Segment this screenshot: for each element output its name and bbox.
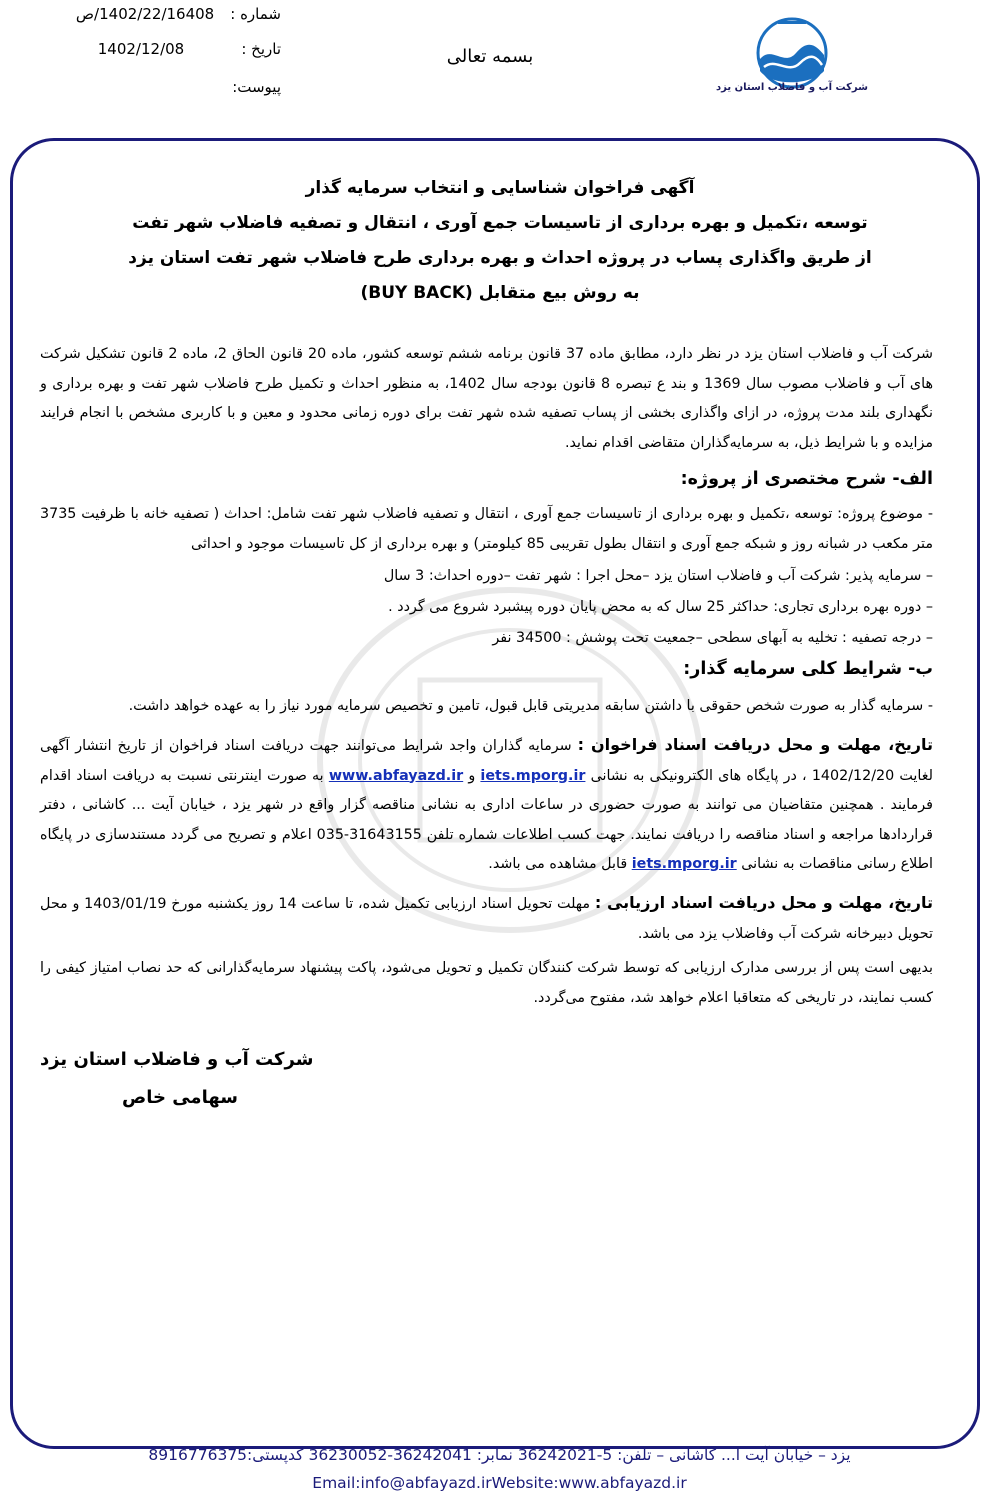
abfa-link[interactable]: www.abfayazd.ir (328, 767, 464, 784)
notice-title-line-4: به روش بیع متقابل (BUY BACK) (360, 283, 640, 303)
notice-title-line-3: از طریق واگذاری پساب در پروژه احداث و بهره برداری طرح فاضلاب شهر تفت استان یزد (128, 248, 872, 268)
docs-paragraph (40, 730, 933, 880)
signature-company: شرکت آب و فاضلاب استان یزد (40, 1049, 314, 1070)
section-b-text: - سرمایه گذار به صورت شخص حقوقی با داشتن سابقه مدیریتی قابل قبول، تامین و تخصیص سرمایه مورد نیاز را به عهده خواهد داشت. (128, 698, 933, 714)
docs-text-1: سرمایه گذاران واجد شرایط می‌توانند جهت دریافت اسناد فراخوان از تاریخ انتشار آگهی لغایت 1402/12/20 ، در پایگاه های الکترونیکی به نشانی (40, 738, 934, 784)
section-a-investee: – سرمایه پذیر: شرکت آب و فاضلاب استان یزد –محل اجرا : شهر تفت –دوره احداث: 3 سال (383, 568, 933, 584)
section-a-period: – دوره بهره برداری تجاری: حداکثر 25 سال که به محض پایان دوره پیشبرد شروع می گردد . (388, 599, 933, 615)
eval-heading: تاریخ، مهلت و محل دریافت اسناد ارزیابی : (594, 893, 934, 912)
section-a-treatment: – درجه تصفیه : تخلیه به آبهای سطحی –جمعیت تحت پوشش : 34500 نفر (492, 630, 933, 646)
letter-number (76, 5, 281, 23)
letter-date (98, 40, 281, 58)
intro-paragraph: شرکت آب و فاضلاب استان یزد در نظر دارد، مطابق ماده 37 قانون برنامه ششم توسعه کشور، ماده 20 قانون الحاق 2، ماده 2 قانون تشکیل شرکت های آب و فاضلاب مصوب سال 1369 و بند ع تبصره 8 قانون بودجه سال 1402، به منظور احداث و تکمیل طرح فاضلاب شهر تفت و بهره برداری و نگهداری بلند مدت پروژه، در ازای واگذاری بخشی از پساب تصفیه شده شهر تفت برای دوره زمانی محدود و معین و با کاربری مشخص با انجام فرایند مزایده و با شرایط ذیل، به سرمایه‌گذاران متقاضی اقدام نماید. (40, 346, 933, 451)
letter-attachment-label: پیوست: (232, 78, 281, 96)
footer-contact: Email:info@abfayazd.irWebsite:www.abfayazd.ir (312, 1474, 687, 1492)
section-b-title: ب- شرایط کلی سرمایه گذار: (683, 659, 933, 679)
letter-attachment (233, 78, 281, 96)
bismillah: بسمه تعالی (446, 46, 534, 67)
logo-caption: شرکت آب و فاضلاب استان یزد (716, 82, 868, 93)
letter-date-value: 1402/12/08 (97, 40, 185, 58)
and-word: و (463, 767, 481, 784)
notice-title-line-2: توسعه ،تکمیل و بهره برداری از تاسیسات جمع آوری ، انتقال و تصفیه فاضلاب شهر تفت (132, 213, 868, 233)
eval-paragraph (40, 888, 933, 949)
iets-link[interactable]: iets.mporg.ir (480, 767, 586, 784)
letter-number-value: 1402/22/16408/ص (75, 5, 215, 23)
footer-address: یزد – خیابان آیت ا... کاشانی – تلفن: 5-36242021 نمابر: 36242041-36230052 کدپستی:8916776375 (148, 1446, 851, 1464)
notice-title-line-1: آگهی فراخوان شناسایی و انتخاب سرمایه گذار (305, 178, 695, 198)
docs-text-2: به صورت اینترنتی نسبت به دریافت اسناد اقدام فرمایند . همچنین متقاضیان می توانند به صورت حضوری در ساعات اداری به نشانی مناقصه گزار واقع در شهر یزد ، خیابان آیت ... کاشانی ، دفتر قراردادها مراجعه و اسناد مناقصه را دریافت نمایند. جهت کسب اطلاعات شماره تلفن 31643155-035 اعلام و تصریح می گردد مستندسازی در پایگاه اطلاع رسانی مناقصات به نشانی (40, 767, 933, 872)
section-a-subject: - موضوع پروژه: توسعه ،تکمیل و بهره برداری از تاسیسات جمع آوری ، انتقال و تصفیه فاضلاب شهر تفت شامل: احداث ( تصفیه خانه با ظرفیت 3735 متر مکعب در شبانه روز و شبکه جمع آوری و انتقال بطول تقریبی 85 کیلومتر) و بهره برداری از کل تاسیسات موجود و احداثی (40, 506, 933, 552)
signature-type: سهامی خاص (122, 1087, 238, 1108)
closing-paragraph: بدیهی است پس از بررسی مدارک ارزیابی که توسط شرکت کنندگان تکمیل و تحویل می‌شود، پاکت پیشنهاد سرمایه‌گذارانی که حد نصاب امتیاز کیفی را کسب نمایند، در تاریخی که متعاقبا اعلام خواهد شد، مفتوح می‌گردد. (40, 960, 933, 1006)
letter-date-label: تاریخ : (241, 40, 281, 58)
eval-text: مهلت تحویل اسناد ارزیابی تکمیل شده، تا ساعت 14 روز یکشنبه مورخ 1403/01/19 و محل تحویل دبیرخانه شرکت آب وفاضلاب یزد می باشد. (40, 896, 933, 942)
docs-text-3: قابل مشاهده می باشد. (488, 856, 632, 872)
iets-link-2[interactable]: iets.mporg.ir (631, 856, 737, 872)
section-a-title: الف- شرح مختصری از پروژه: (680, 469, 933, 489)
docs-heading: تاریخ، مهلت و محل دریافت اسناد فراخوان : (577, 735, 933, 754)
letter-number-label: شماره : (230, 5, 281, 23)
